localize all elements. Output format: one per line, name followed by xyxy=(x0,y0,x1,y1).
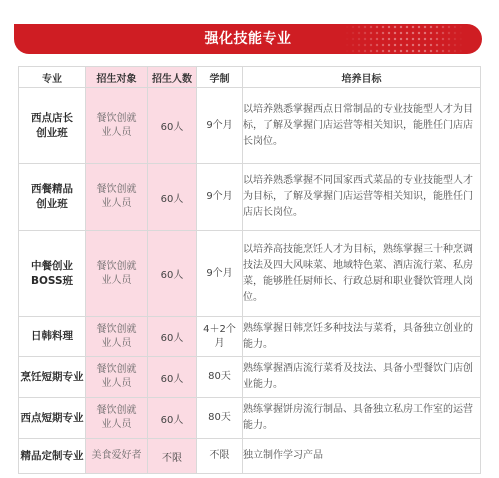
goal-cell: 以培养高技能烹饪人才为目标，熟练掌握三十种烹调技法及四大风味菜、地域特色菜、酒店流行菜、私房菜，能够胜任厨师长、行政总厨和职业餐饮管理人岗位。 xyxy=(243,231,481,317)
goal-cell: 以培养熟悉掌握不同国家西式菜品的专业技能型人才为目标，了解及掌握门店运营等相关知识，能胜任门店店长岗位。 xyxy=(243,164,481,231)
duration-cell: 80天 xyxy=(197,398,243,439)
section-title: 强化技能专业 xyxy=(204,31,292,47)
duration-cell: 4＋2个 月 xyxy=(197,317,243,357)
count-cell: 60人 xyxy=(148,231,197,317)
table-row xyxy=(19,439,481,474)
major-cell: 精品定制专业 xyxy=(19,439,86,474)
count-cell: 60人 xyxy=(148,317,197,357)
major-cell: 中餐创业 BOSS班 xyxy=(19,231,86,317)
duration-cell: 9个月 xyxy=(197,88,243,164)
goal-cell: 独立制作学习产品 xyxy=(243,439,481,474)
header-major: 专业 xyxy=(19,67,86,88)
target-cell: 餐饮创就 业人员 xyxy=(86,164,148,231)
count-cell: 60人 xyxy=(148,88,197,164)
major-cell: 日韩料理 xyxy=(19,317,86,357)
duration-cell: 不限 xyxy=(197,439,243,474)
goal-cell: 以培养熟悉掌握西点日常制品的专业技能型人才为目标，了解及掌握门店运营等相关知识，能胜任门店店长岗位。 xyxy=(243,88,481,164)
target-cell: 美食爱好者 xyxy=(86,439,148,474)
table-row xyxy=(19,164,481,231)
header-target: 招生对象 xyxy=(86,67,148,88)
duration-cell: 80天 xyxy=(197,357,243,398)
program-table xyxy=(18,66,481,474)
table-row xyxy=(19,317,481,357)
header-duration: 学制 xyxy=(197,67,243,88)
goal-cell: 熟练掌握饼房流行制品、具备独立私房工作室的运营能力。 xyxy=(243,398,481,439)
goal-cell: 熟练掌握日韩烹饪多种技法与菜肴，具备独立创业的能力。 xyxy=(243,317,481,357)
duration-cell: 9个月 xyxy=(197,164,243,231)
table-row xyxy=(19,357,481,398)
count-cell: 60人 xyxy=(148,357,197,398)
table-row xyxy=(19,231,481,317)
section-title-banner xyxy=(14,24,482,54)
table-header-row xyxy=(19,67,481,88)
target-cell: 餐饮创就 业人员 xyxy=(86,231,148,317)
count-cell: 60人 xyxy=(148,398,197,439)
target-cell: 餐饮创就 业人员 xyxy=(86,357,148,398)
major-cell: 西餐精品 创业班 xyxy=(19,164,86,231)
header-count: 招生人数 xyxy=(148,67,197,88)
goal-cell: 熟练掌握酒店流行菜肴及技法、具备小型餐饮门店创业能力。 xyxy=(243,357,481,398)
major-cell: 烹饪短期专业 xyxy=(19,357,86,398)
header-goal: 培养目标 xyxy=(243,67,481,88)
target-cell: 餐饮创就 业人员 xyxy=(86,88,148,164)
target-cell: 餐饮创就 业人员 xyxy=(86,317,148,357)
count-cell: 60人 xyxy=(148,164,197,231)
major-cell: 西点短期专业 xyxy=(19,398,86,439)
duration-cell: 9个月 xyxy=(197,231,243,317)
table-row xyxy=(19,398,481,439)
table-row xyxy=(19,88,481,164)
count-cell: 不限 xyxy=(148,439,197,474)
major-cell: 西点店长 创业班 xyxy=(19,88,86,164)
target-cell: 餐饮创就 业人员 xyxy=(86,398,148,439)
